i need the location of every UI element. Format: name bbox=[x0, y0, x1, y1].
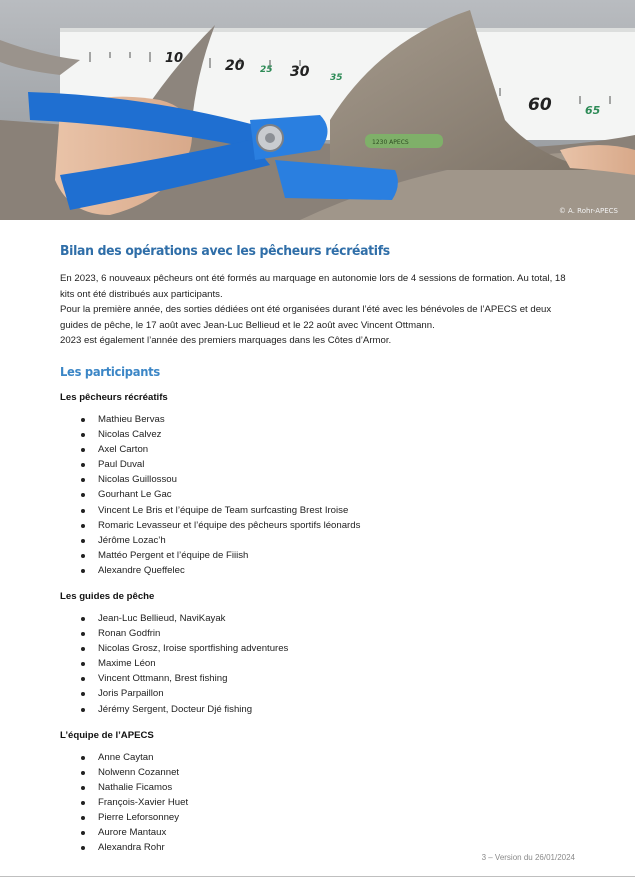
group-title-recreational-anglers: Les pêcheurs récréatifs bbox=[60, 391, 168, 403]
paragraph: 2023 est également l’année des premiers marquages dans les Côtes d’Armor. bbox=[60, 335, 392, 347]
bottom-divider bbox=[0, 876, 635, 877]
ruler-number: 20 bbox=[225, 58, 245, 74]
list-item: Anne Caytan bbox=[98, 750, 580, 765]
list-item: Paul Duval bbox=[98, 457, 580, 472]
page-footer: 3 – Version du 26/01/2024 bbox=[481, 853, 575, 862]
list-item: Joris Parpaillon bbox=[98, 686, 580, 701]
fishing-guides-list bbox=[60, 611, 580, 717]
list-item: Vincent Le Bris et l’équipe de Team surfcasting Brest Iroise bbox=[98, 503, 580, 518]
apecs-team-list bbox=[60, 750, 580, 856]
list-item: François-Xavier Huet bbox=[98, 795, 580, 810]
ruler-number: 60 bbox=[528, 95, 552, 115]
list-item: Alexandra Rohr bbox=[98, 840, 580, 855]
hero-photo bbox=[0, 0, 635, 220]
list-item: Vincent Ottmann, Brest fishing bbox=[98, 671, 580, 686]
list-item: Jean-Luc Bellieud, NaviKayak bbox=[98, 611, 580, 626]
section-title: Bilan des opérations avec les pêcheurs récréatifs bbox=[60, 243, 390, 259]
list-item: Nathalie Ficamos bbox=[98, 780, 580, 795]
ruler-number: 35 bbox=[330, 73, 343, 83]
list-item: Mathieu Bervas bbox=[98, 412, 580, 427]
tagging-photo-illustration bbox=[0, 0, 635, 220]
list-item: Pierre Leforsonney bbox=[98, 810, 580, 825]
paragraph: En 2023, 6 nouveaux pêcheurs ont été formés au marquage en autonomie lors de 4 sessions de formation. Au total, 18 kits ont été distribués aux participants. bbox=[60, 273, 566, 300]
participants-title: Les participants bbox=[60, 363, 160, 379]
paragraph: Pour la première année, des sorties dédiées ont été organisées durant l’été avec les bénévoles de l’APECS et deux guides de pêche, le 17 août avec Jean-Luc Bellieud et le 22 août avec Vincent Ottmann. bbox=[60, 304, 552, 331]
list-item: Romaric Levasseur et l’équipe des pêcheurs sportifs léonards bbox=[98, 518, 580, 533]
list-item: Alexandre Queffelec bbox=[98, 563, 580, 578]
list-item: Jérôme Lozac’h bbox=[98, 533, 580, 548]
list-item: Nicolas Grosz, Iroise sportfishing adventures bbox=[98, 641, 580, 656]
group-title-apecs-team: L’équipe de l’APECS bbox=[60, 729, 154, 741]
group-title-fishing-guides: Les guides de pêche bbox=[60, 591, 155, 602]
intro-paragraphs bbox=[60, 271, 580, 349]
recreational-anglers-list bbox=[60, 412, 580, 578]
ruler-number: 30 bbox=[290, 64, 310, 80]
list-item: Ronan Godfrin bbox=[98, 626, 580, 641]
list-item: Nicolas Calvez bbox=[98, 427, 580, 442]
ruler-number: 10 bbox=[165, 51, 184, 66]
list-item: Jérémy Sergent, Docteur Djé fishing bbox=[98, 702, 580, 717]
list-item: Axel Carton bbox=[98, 442, 580, 457]
shark-tag-label: 1230 APECS bbox=[372, 139, 409, 146]
photo-credit: © A. Rohr-APECS bbox=[558, 207, 618, 215]
list-item: Aurore Mantaux bbox=[98, 825, 580, 840]
list-item: Mattéo Pergent et l’équipe de Fiiish bbox=[98, 548, 580, 563]
ruler-number: 25 bbox=[260, 65, 273, 75]
list-item: Gourhant Le Gac bbox=[98, 487, 580, 502]
report-content bbox=[60, 243, 580, 855]
list-item: Maxime Léon bbox=[98, 656, 580, 671]
list-item: Nolwenn Cozannet bbox=[98, 765, 580, 780]
list-item: Nicolas Guillossou bbox=[98, 472, 580, 487]
ruler-number: 65 bbox=[585, 104, 601, 117]
